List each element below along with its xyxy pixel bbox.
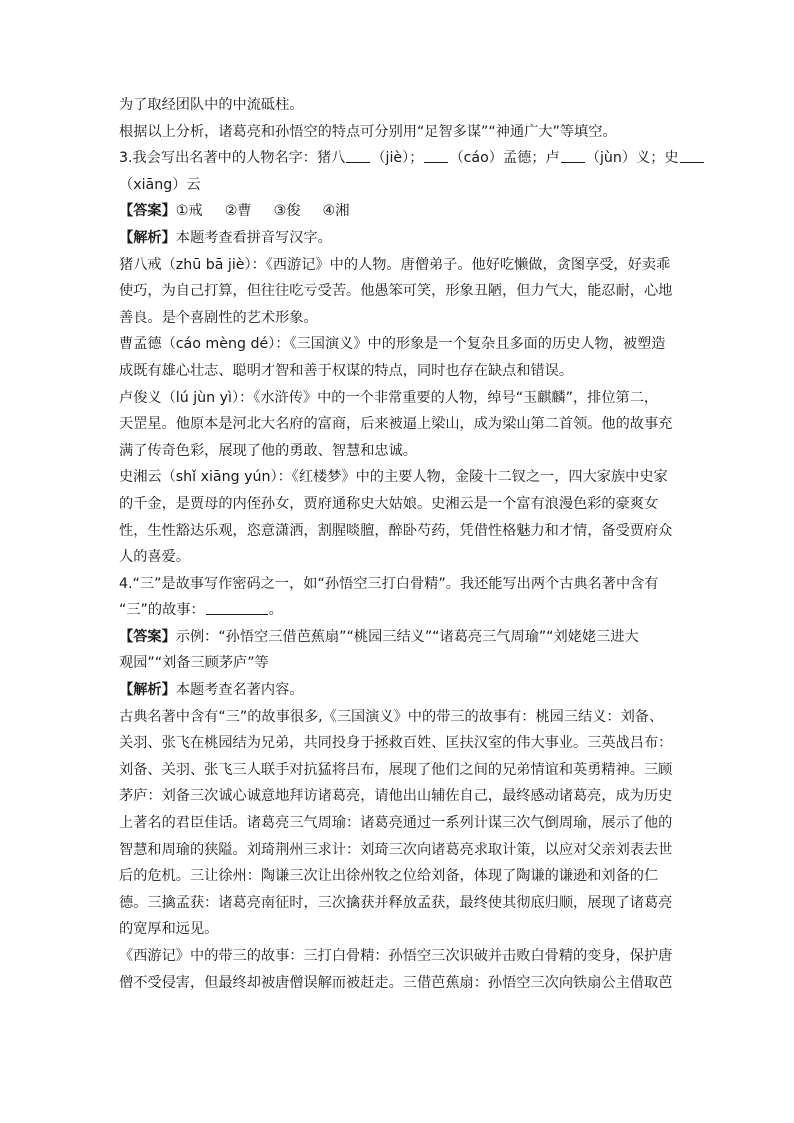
body-line: 德。三擒孟获：诸葛亮南征时，三次擒获并释放孟获，最终使其彻底归顺，展现了诸葛亮 bbox=[119, 894, 673, 911]
answer-3 bbox=[119, 198, 679, 225]
body-line: 僧不受侵害，但最终却被唐僧误解而被赶走。三借芭蕉扇：孙悟空三次向铁扇公主借取芭 bbox=[119, 974, 673, 991]
body-line: 后的危机。三让徐州：陶谦三次让出徐州牧之位给刘备，体现了陶谦的谦逊和刘备的仁 bbox=[119, 868, 659, 885]
answer-item: ③俊 bbox=[273, 203, 301, 220]
body-line: 性，生性豁达乐观，恣意潇洒，割腥啖膻，醉卧芍药，凭借性格魅力和才情，备受贾府众 bbox=[119, 522, 673, 539]
question-4-line-1: 4.“三”是故事写作密码之一，如“孙悟空三打白骨精”。我还能写出两个古典名著中含有 bbox=[119, 575, 659, 592]
answer-item: ②曹 bbox=[224, 203, 252, 220]
body-line: 曹孟德（cáo mèng dé）：《三国演义》中的形象是一个复杂且多面的历史人物，被塑造 bbox=[119, 336, 666, 353]
explanation-text: 本题考查看拼音写汉字。 bbox=[175, 229, 332, 246]
body-line: 的千金，是贾母的内侄孙女，贾府通称史大姑娘。史湘云是一个富有浪漫色彩的豪爽女 bbox=[119, 495, 659, 512]
q4-text-a: “三”的故事： bbox=[119, 602, 205, 619]
question-3-line-1 bbox=[119, 145, 679, 172]
answer-4-line-2: 观园”“刘备三顾茅庐”等 bbox=[119, 655, 269, 672]
body-line: 人的喜爱。 bbox=[119, 549, 190, 566]
explanation-text: 本题考查名著内容。 bbox=[175, 682, 304, 699]
explanation-tag: 【解析】 bbox=[119, 229, 176, 246]
answer-blank bbox=[346, 146, 370, 163]
body-line: 的宽厚和远见。 bbox=[119, 921, 219, 938]
q3-text-c: （cáo）孟德；卢 bbox=[449, 150, 560, 167]
question-4-line-2 bbox=[119, 597, 679, 624]
answer-tag: 【答案】 bbox=[119, 628, 176, 645]
body-line: 上著名的君臣佳话。诸葛亮三气周瑜：诸葛亮通过一系列计谋三次气倒周瑜，展示了他的 bbox=[119, 815, 673, 832]
q3-text-d: （jùn）义；史 bbox=[585, 150, 679, 167]
body-line: 《西游记》中的带三的故事：三打白骨精：孙悟空三次识破并击败白骨精的变身，保护唐 bbox=[119, 948, 673, 964]
answer-blank bbox=[680, 146, 704, 163]
answer-text: 示例：“孙悟空三借芭蕉扇”“桃园三结义”“诸葛亮三气周瑜”“刘姥姥三进大 bbox=[175, 628, 639, 645]
body-line: 满了传奇色彩，展现了他的勇敢、智慧和忠诚。 bbox=[119, 442, 417, 459]
q4-text-b: 。 bbox=[268, 602, 283, 619]
answer-4-line-1 bbox=[119, 624, 679, 651]
body-line: 茅庐：刘备三次诚心诚意地拜访诸葛亮，请他出山辅佐自己，最终感动诸葛亮，成为历史 bbox=[119, 788, 673, 805]
answer-item: ①戒 bbox=[175, 203, 203, 220]
body-line: 智慧和周瑜的狭隘。刘琦荆州三求计：刘琦三次向诸葛亮求取计策，以应对父亲刘表去世 bbox=[119, 841, 673, 858]
answer-blank bbox=[206, 598, 268, 615]
answer-item: ④湘 bbox=[322, 203, 350, 220]
explanation-4 bbox=[119, 677, 679, 704]
document-page bbox=[119, 92, 679, 996]
body-line: 史湘云（shǐ xiāng yún）：《红楼梦》中的主要人物，金陵十二钗之一，四大家族中史家 bbox=[119, 469, 668, 486]
body-line: 善良。是个喜剧性的艺术形象。 bbox=[119, 309, 318, 326]
body-line: 关羽、张飞在桃园结为兄弟，共同投身于拯救百姓、匡扶汉室的伟大事业。三英战吕布： bbox=[119, 735, 673, 752]
body-line: 古典名著中含有“三”的故事很多,《三国演义》中的带三的故事有：桃园三结义：刘备、 bbox=[119, 708, 664, 725]
answer-tag: 【答案】 bbox=[119, 203, 176, 220]
text-line: 根据以上分析，诸葛亮和孙悟空的特点可分别用“足智多谋”“神通广大”等填空。 bbox=[119, 123, 617, 140]
question-3-line-2: （xiāng）云 bbox=[119, 176, 201, 193]
body-line: 使巧，为自己打算，但往往吃亏受苦。他愚笨可笑，形象丑陋，但力气大，能忍耐，心地 bbox=[119, 283, 673, 300]
body-line: 刘备、关羽、张飞三人联手对抗猛将吕布，展现了他们之间的兄弟情谊和英勇精神。三顾 bbox=[119, 761, 673, 778]
text-line: 为了取经团队中的中流砥柱。 bbox=[119, 97, 304, 113]
explanation-tag: 【解析】 bbox=[119, 682, 176, 699]
explanation-3 bbox=[119, 225, 679, 252]
answer-blank bbox=[424, 146, 448, 163]
body-line: 猪八戒（zhū bā jiè）：《西游记》中的人物。唐僧弟子。他好吃懒做，贪图享受，好卖乖 bbox=[119, 256, 671, 273]
body-line: 卢俊义（lú jùn yì）：《水浒传》中的一个非常重要的人物，绰号“玉麒麟”，排位第二， bbox=[119, 389, 659, 406]
q3-text-a: 3.我会写出名著中的人物名字：猪八 bbox=[119, 150, 346, 167]
body-line: 天罡星。他原本是河北大名府的富商，后来被逼上梁山，成为梁山第二首领。他的故事充 bbox=[119, 416, 673, 433]
body-line: 成既有雄心壮志、聪明才智和善于权谋的特点，同时也存在缺点和错误。 bbox=[119, 362, 574, 379]
q3-text-b: （jiè）； bbox=[371, 150, 424, 167]
answer-blank bbox=[561, 146, 585, 163]
